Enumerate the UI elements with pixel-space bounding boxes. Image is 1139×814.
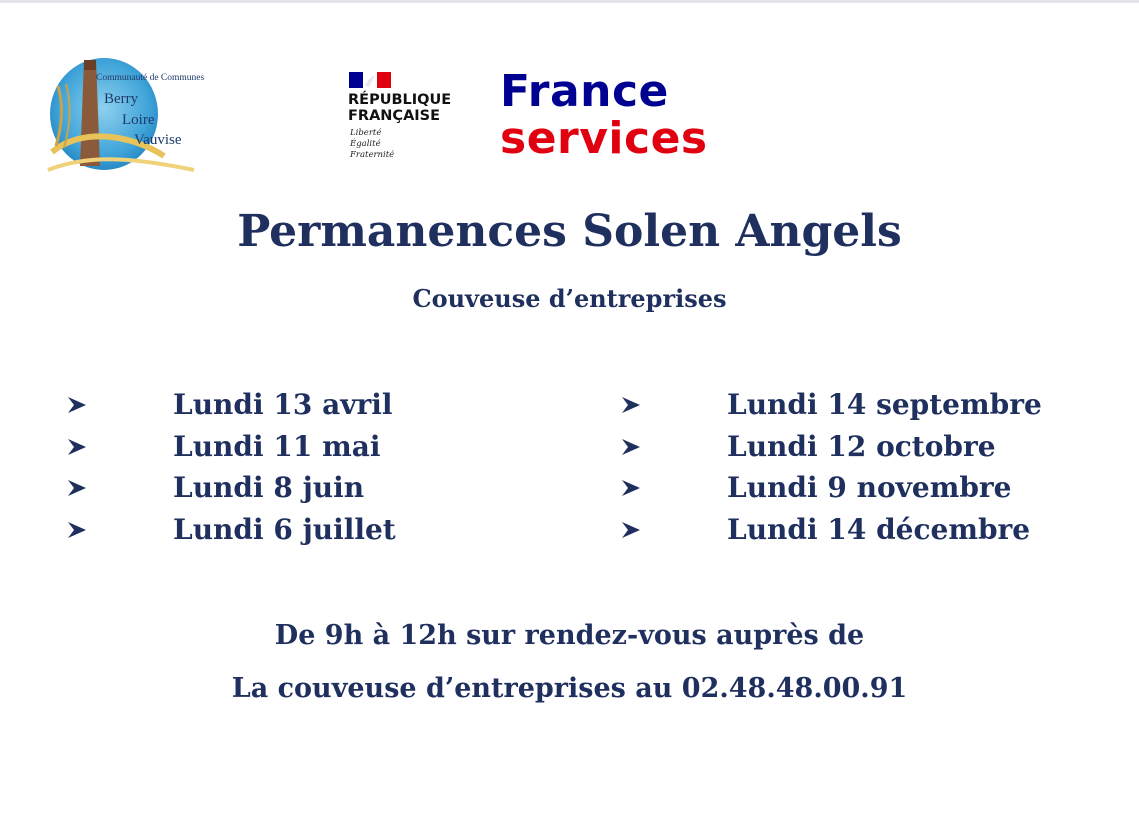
page-subtitle: Couveuse d’entreprises [412,284,727,313]
republique-francaise-title [348,92,451,124]
motto-fraternite: Fraternité [350,150,395,160]
france-services-word-france: France [500,66,669,117]
rf-title-line1: RÉPUBLIQUE [348,92,452,108]
rf-title-line2: FRANÇAISE [348,108,441,124]
community-name-small: Communauté de Communes [96,73,205,83]
community-logo [44,56,224,178]
arrowhead-bullet-icon [66,394,88,416]
date-text: Lundi 12 octobre [727,429,996,463]
arrowhead-bullet-icon [66,436,88,458]
date-text: Lundi 13 avril [173,388,393,421]
date-text: Lundi 14 décembre [727,512,1031,546]
arrowhead-bullet-icon [66,519,88,541]
date-text: Lundi 6 juillet [173,512,396,546]
republique-motto [350,128,394,161]
motto-liberte: Liberté [350,128,382,138]
arrowhead-bullet-icon [620,394,642,416]
date-text: Lundi 11 mai [173,429,381,463]
republique-francaise-logo [348,72,468,172]
french-flag-icon [349,72,391,88]
contact-phone-line: La couveuse d’entreprises au 02.48.48.00.91 [231,673,908,704]
community-name-loire: Loire [122,112,155,128]
community-name-berry: Berry [104,91,139,107]
motto-egalite: Égalité [350,139,381,149]
top-border [0,0,1139,3]
arrowhead-bullet-icon [620,519,642,541]
date-text: Lundi 14 septembre [727,388,1042,421]
date-text: Lundi 8 juin [173,471,365,504]
community-name-vauvise: Vauvise [134,132,182,148]
date-text: Lundi 9 novembre [727,471,1012,504]
appointment-info-line: De 9h à 12h sur rendez-vous auprès de [274,620,865,651]
france-services-word-services: services [500,113,708,164]
arrowhead-bullet-icon [66,477,88,499]
page-title: Permanences Solen Angels [237,206,902,257]
arrowhead-bullet-icon [620,436,642,458]
arrowhead-bullet-icon [620,477,642,499]
